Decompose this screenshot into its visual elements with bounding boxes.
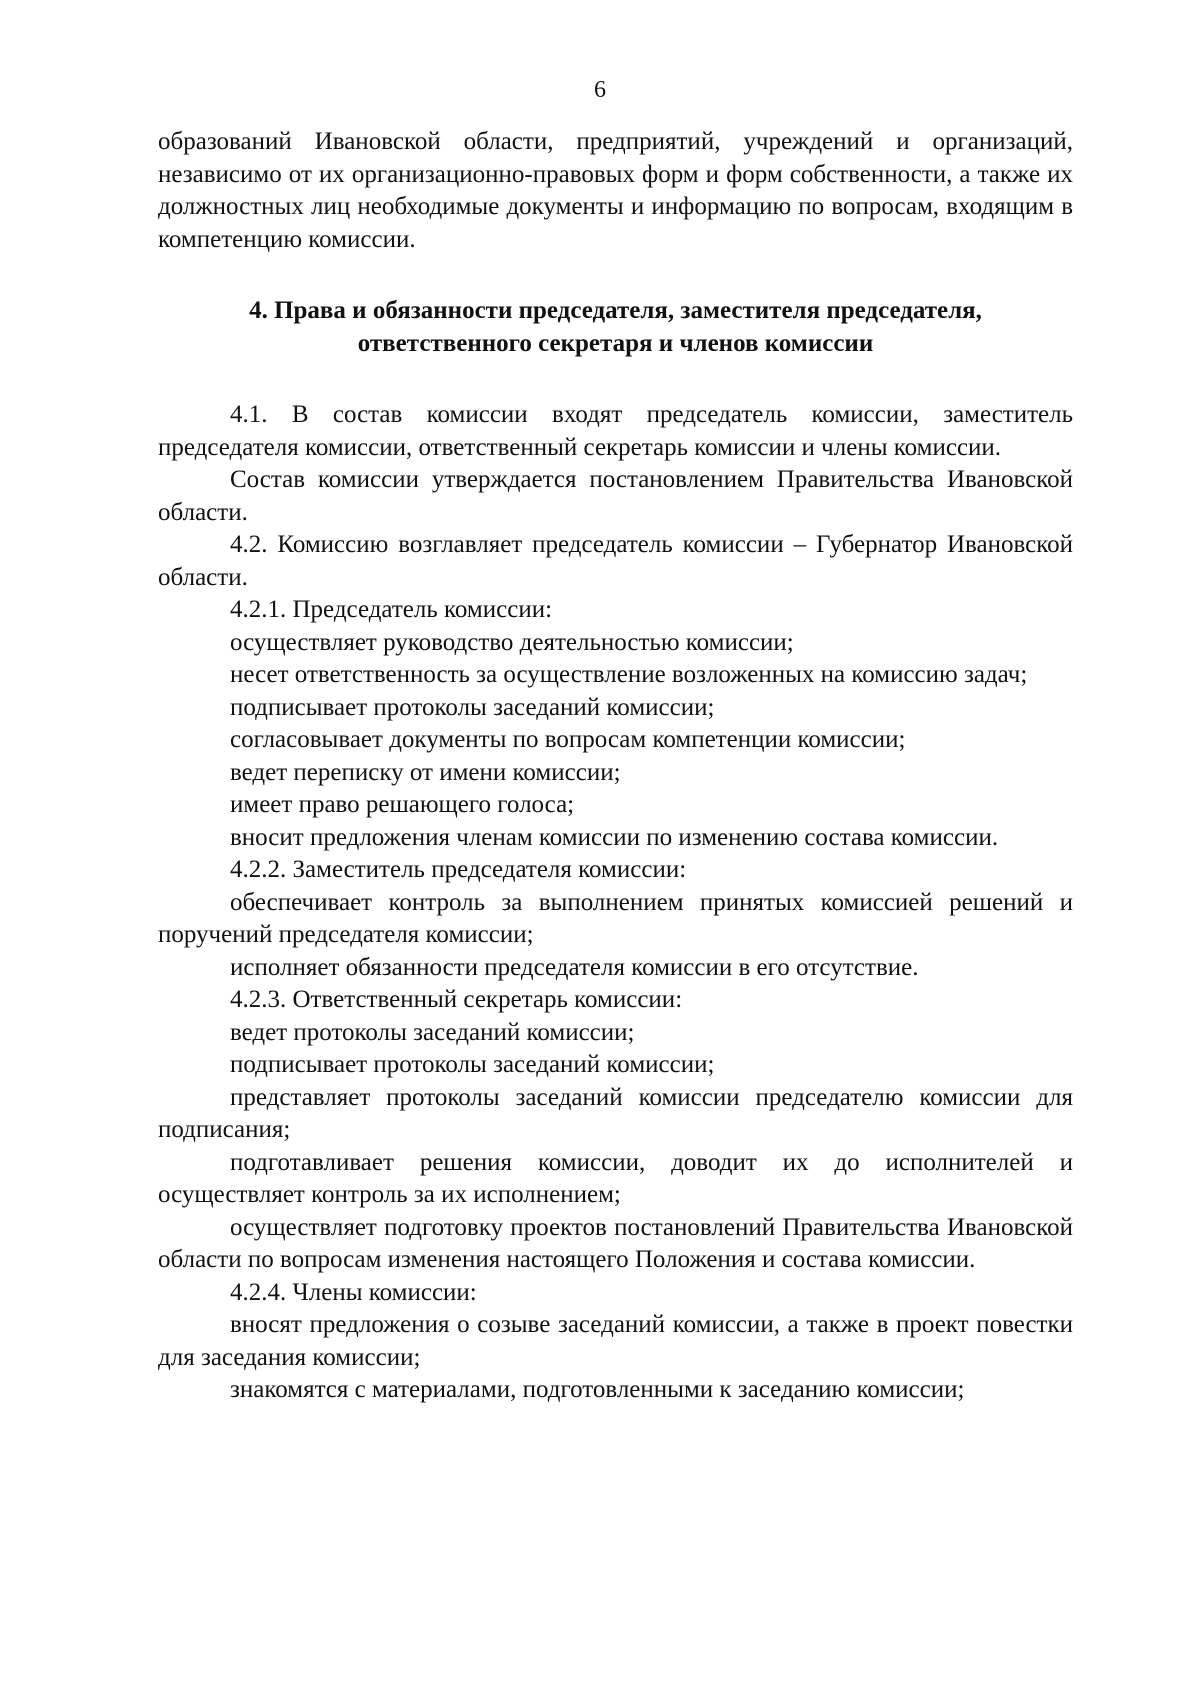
- section-heading: [158, 295, 1073, 360]
- list-item: подготавливает решения комиссии, доводит их до исполнителей и осуществляет контроль за их исполнением;: [158, 1148, 1073, 1208]
- list-item: ведет переписку от имени комиссии;: [230, 758, 621, 786]
- list-item: исполняет обязанности председателя комиссии в его отсутствие.: [230, 953, 919, 981]
- section-heading-line-1: 4. Права и обязанности председателя, заместителя председателя,: [249, 297, 982, 324]
- paragraph-4-2-3: 4.2.3. Ответственный секретарь комиссии:: [230, 986, 683, 1013]
- list-item: обеспечивает контроль за выполнением принятых комиссией решений и поручений председателя комиссии;: [158, 888, 1073, 948]
- list-item: имеет право решающего голоса;: [230, 791, 575, 818]
- list-item: согласовывает документы по вопросам компетенции комиссии;: [230, 726, 906, 753]
- paragraph-4-2-4: 4.2.4. Члены комиссии:: [230, 1278, 477, 1306]
- paragraph-4-2: 4.2. Комиссию возглавляет председатель комиссии – Губернатор Ивановской области.: [158, 531, 1073, 591]
- list-item: представляет протоколы заседаний комиссии председателю комиссии для подписания;: [158, 1083, 1073, 1143]
- list-item: подписывает протоколы заседаний комиссии;: [230, 693, 715, 721]
- list-item: вносят предложения о созыве заседаний комиссии, а также в проект повестки для заседания комиссии;: [158, 1311, 1073, 1371]
- document-body: [158, 126, 1073, 1407]
- paragraph-4-1: 4.1. В состав комиссии входят председатель комиссии, заместитель председателя комиссии, ответственный секретарь комиссии и члены комиссии.: [158, 401, 1073, 461]
- paragraph-composition: Состав комиссии утверждается постановлением Правительства Ивановской области.: [158, 466, 1073, 526]
- list-item: подписывает протоколы заседаний комиссии;: [230, 1051, 715, 1078]
- page-number: 6: [594, 77, 606, 103]
- list-item: осуществляет подготовку проектов постановлений Правительства Ивановской области по вопросам изменения настоящего Положения и состава комиссии.: [158, 1213, 1073, 1273]
- paragraph-4-2-1: 4.2.1. Председатель комиссии:: [230, 596, 553, 623]
- list-item: осуществляет руководство деятельностью комиссии;: [230, 628, 794, 656]
- paragraph-4-2-2: 4.2.2. Заместитель председателя комиссии:: [230, 856, 687, 883]
- list-item: знакомятся с материалами, подготовленными к заседанию комиссии;: [230, 1376, 965, 1403]
- list-item: вносит предложения членам комиссии по изменению состава комиссии.: [230, 823, 999, 851]
- section-heading-line-2: ответственного секретаря и членов комиссии: [357, 329, 874, 357]
- list-item: несет ответственность за осуществление возложенных на комиссию задач;: [230, 661, 1028, 688]
- opening-paragraph: образований Ивановской области, предприятий, учреждений и организаций, независимо от их организационно-правовых форм и форм собственности, а также их должностных лиц необходимые документы и информацию по вопросам, входящим в компетенцию комиссии.: [158, 128, 1073, 253]
- list-item: ведет протоколы заседаний комиссии;: [230, 1018, 635, 1046]
